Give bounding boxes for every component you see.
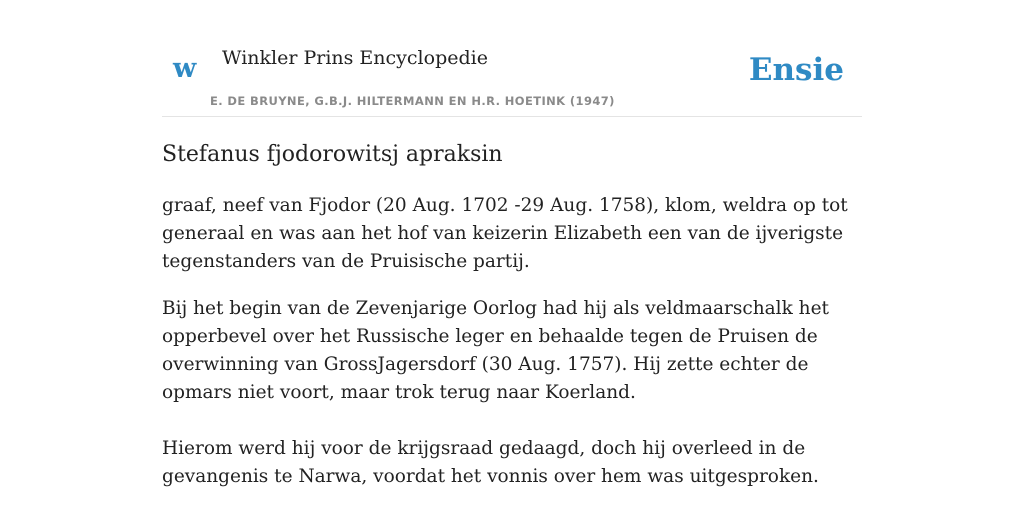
entry-title: Stefanus fjodorowitsj apraksin bbox=[162, 142, 503, 167]
entry-paragraph-1: graaf, neef van Fjodor (20 Aug. 1702 -29 Aug. 1758), klom, weldra op tot generaal en was aan het hof van keizerin Elizabeth een van de ijverigste tegenstanders van de Pruisische partij. bbox=[162, 195, 848, 272]
entry-paragraph-3: Hierom werd hij voor de krijgsraad gedaagd, doch hij overleed in de gevangenis te Narwa, voordat het vonnis over hem was uitgesproken. bbox=[162, 438, 819, 487]
publication-title[interactable]: Winkler Prins Encyclopedie bbox=[222, 47, 488, 69]
ensie-brand-link[interactable]: Ensie bbox=[748, 52, 844, 88]
publication-header bbox=[162, 0, 862, 117]
entry-paragraph-2: Bij het begin van de Zevenjarige Oorlog had hij als veldmaarschalk het opperbevel over het Russische leger en behaalde tegen de Pruisen de overwinning van GrossJagersdorf (30 Aug. 1757). Hij zette echter de opmars niet voort, maar trok terug naar Koerland. bbox=[162, 298, 829, 403]
publication-authors: E. DE BRUYNE, G.B.J. HILTERMANN EN H.R. HOETINK (1947) bbox=[210, 94, 615, 108]
publication-logo-icon: w bbox=[173, 53, 197, 84]
